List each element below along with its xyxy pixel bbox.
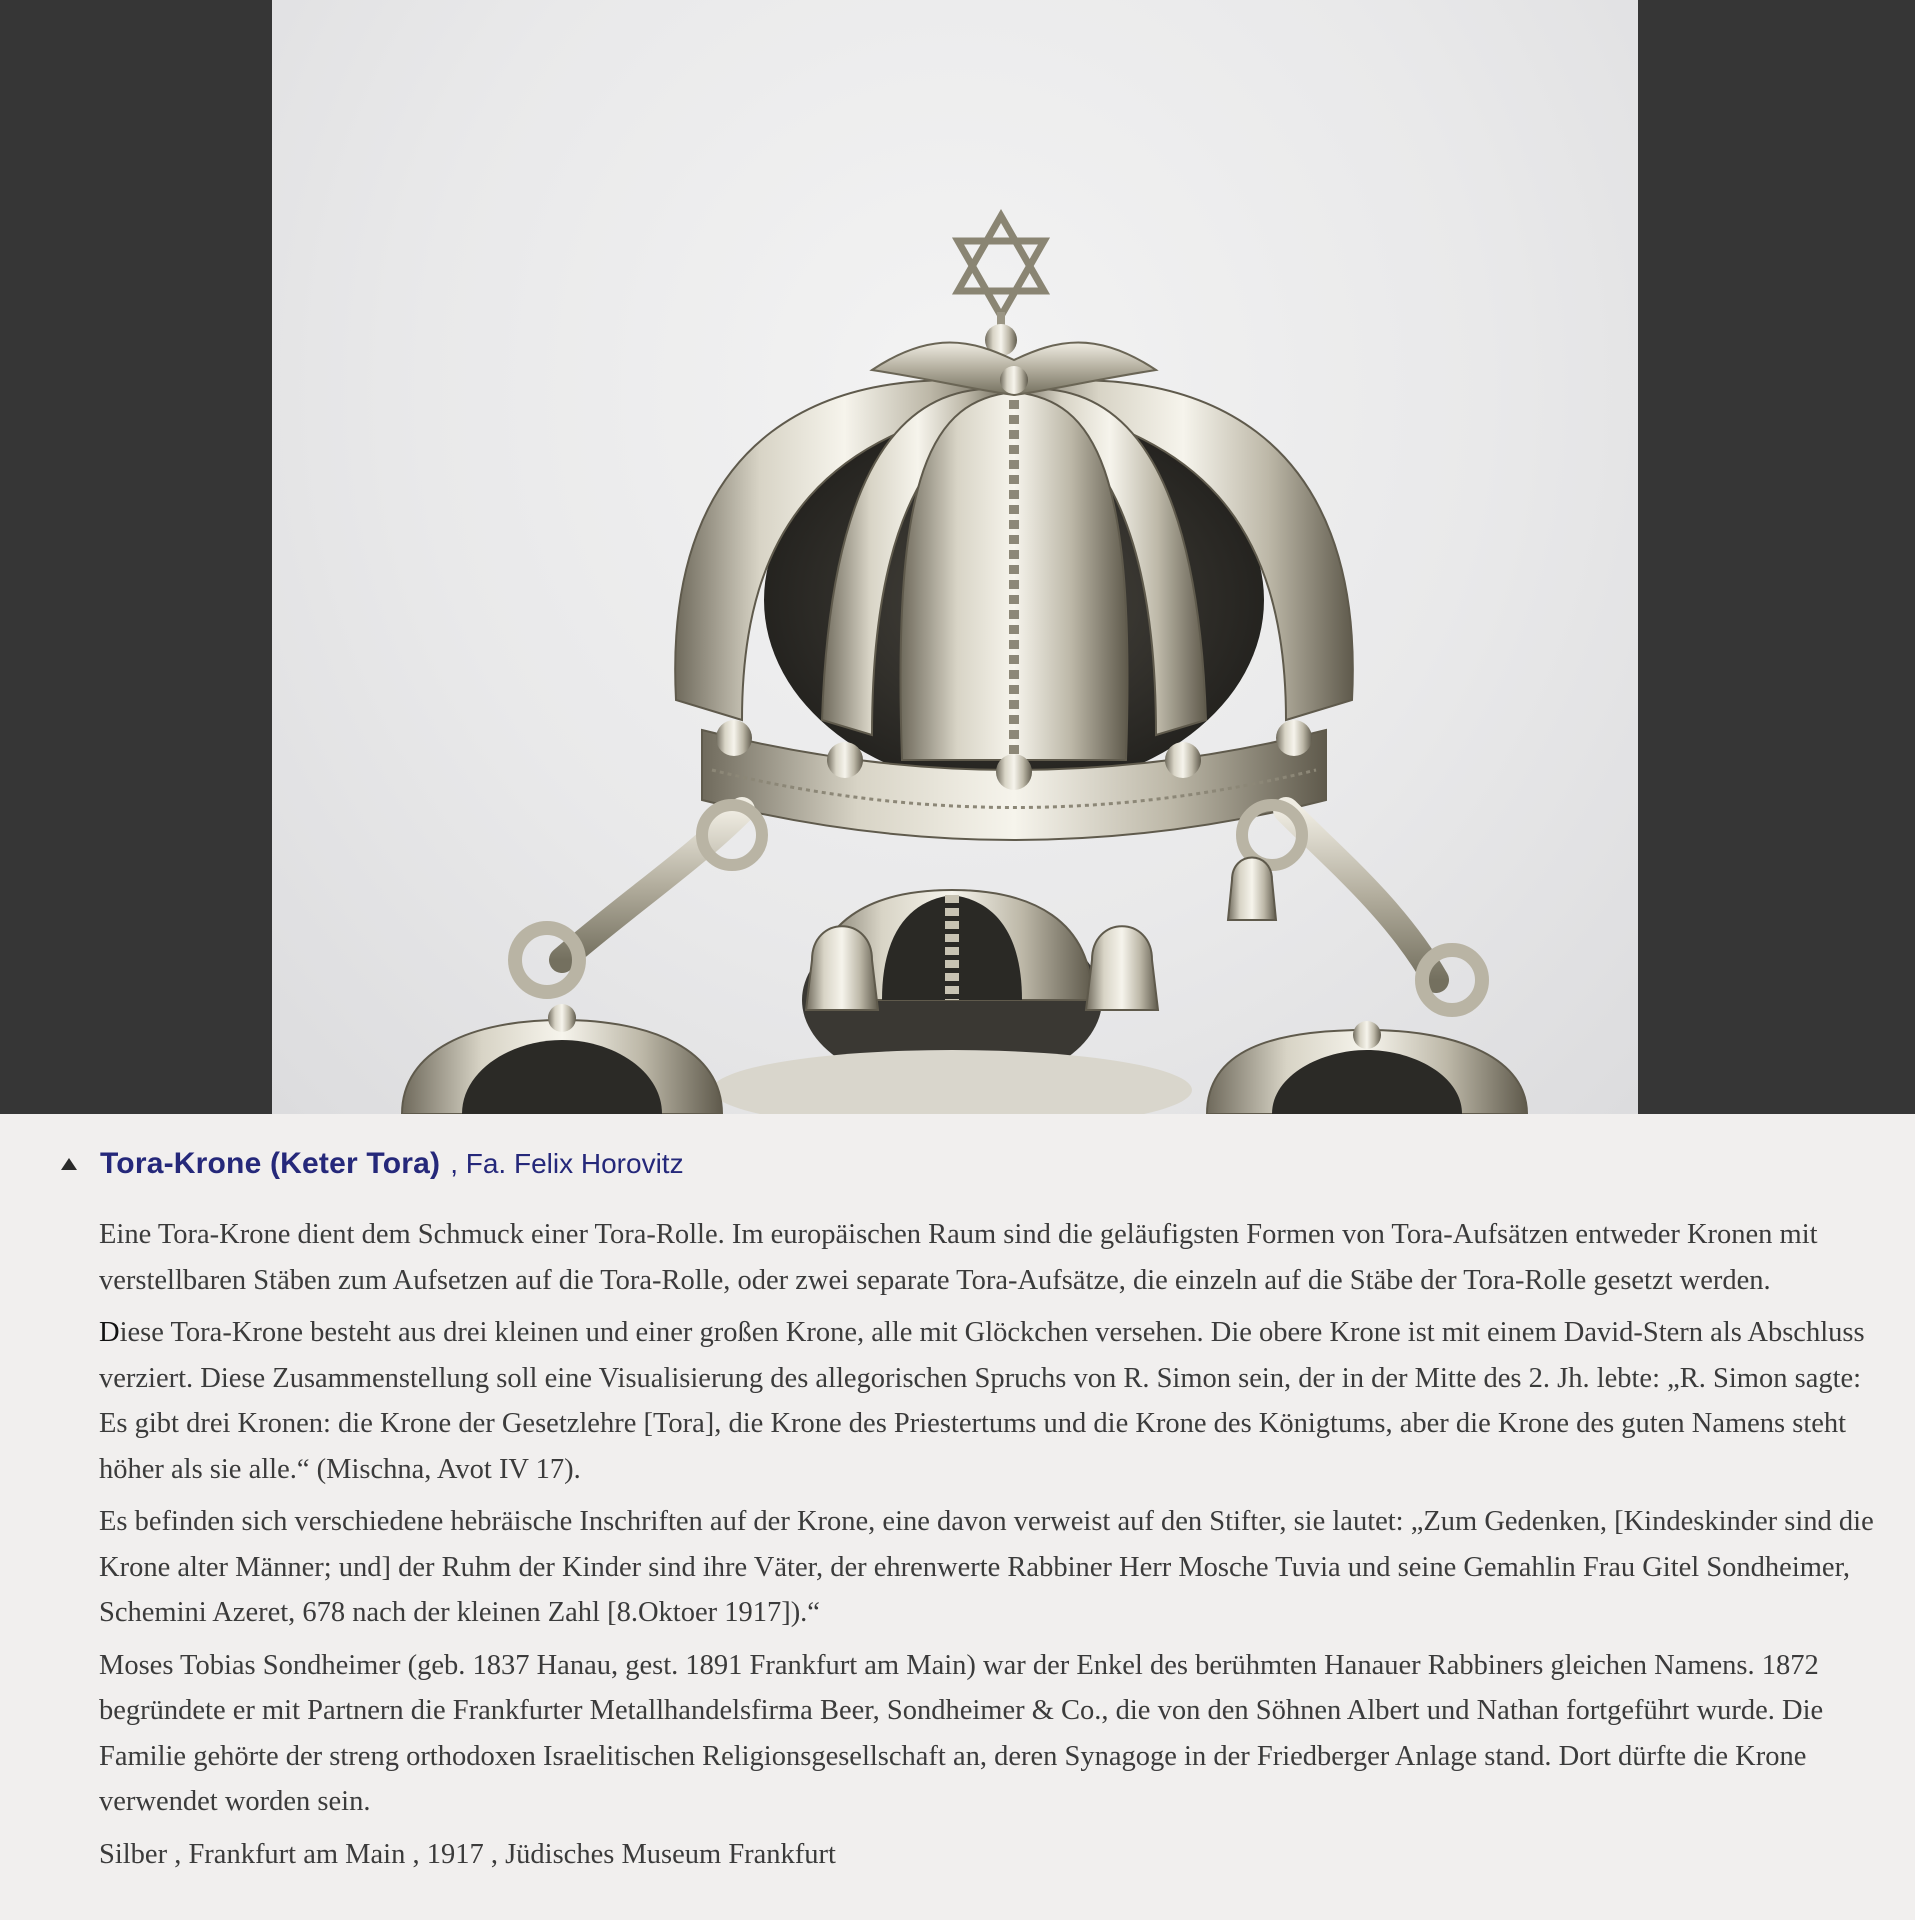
- meta-separator: ,: [483, 1838, 506, 1870]
- meta-museum: Jüdisches Museum Frankfurt: [505, 1838, 836, 1870]
- description-paragraph: [99, 1310, 1879, 1492]
- object-maker[interactable]: , Fa. Felix Horovitz: [450, 1148, 684, 1179]
- drop-initial: D: [99, 1317, 120, 1348]
- paragraph-text: iese Tora-Krone besteht aus drei kleinen und einer großen Krone, alle mit Glöckchen versehen. Die obere Krone ist mit einem David-Stern als Abschluss verziert. Diese Zusammenstellung soll eine Visualisierung des allegorischen Spruchs von R. Simon sein, der in der Mitte des 2. Jh. lebte: „R. Simon sagte: Es gibt drei Kronen: die Krone der Gesetzlehre [Tora], die Krone des Priestertums und die Krone des Königtums, aber die Krone des guten Namens steht höher als sie alle.“ (Mischna, Avot IV 17).: [99, 1317, 1865, 1485]
- description-paragraph: Es befinden sich verschiedene hebräische Inschriften auf der Krone, eine davon verweist auf den Stifter, sie lautet: „Zum Gedenken, [Kindeskinder sind die Krone alter Männer; und] der Ruhm der Kinder sind ihre Väter, der ehrenwerte Rabbiner Herr Mosche Tuvia und seine Gemahlin Frau Gitel Sondheimer, Schemini Azeret, 678 nach der kleinen Zahl [8.Oktoer 1917]).“: [99, 1506, 1874, 1628]
- object-photo[interactable]: [272, 0, 1638, 1114]
- object-meta-line: [99, 1832, 1879, 1878]
- caption-header: [58, 1138, 684, 1190]
- description-paragraph: Eine Tora-Krone dient dem Schmuck einer Tora-Rolle. Im europäischen Raum sind die geläufigsten Formen von Tora-Aufsätzen entweder Kronen mit verstellbaren Stäben zum Aufsetzen auf die Tora-Rolle, oder zwei separate Tora-Aufsätze, die einzeln auf die Stäbe der Tora-Rolle gesetzt werden.: [99, 1219, 1818, 1296]
- meta-material: Silber: [99, 1838, 168, 1870]
- description-paragraph: Moses Tobias Sondheimer (geb. 1837 Hanau, gest. 1891 Frankfurt am Main) war der Enkel des berühmten Hanauer Rabbiners gleichen Namens. 1872 begründete er mit Partnern die Frankfurter Metallhandelsfirma Beer, Sondheimer & Co., die von den Söhnen Albert und Nathan fortgeführt wurde. Die Familie gehörte der streng orthodoxen Israelitischen Religionsgesellschaft an, deren Synagoge in der Friedberger Anlage stand. Dort dürfte die Krone verwendet worden sein.: [99, 1649, 1824, 1817]
- meta-separator: ,: [167, 1838, 189, 1870]
- meta-separator: ,: [405, 1838, 427, 1870]
- crown-photo: [272, 0, 1638, 1114]
- meta-year: 1917: [426, 1838, 484, 1870]
- triangle-up-icon: [61, 1158, 77, 1170]
- meta-place: Frankfurt am Main: [188, 1838, 406, 1870]
- object-caption: [0, 1114, 1915, 1920]
- object-description: [99, 1212, 1879, 1884]
- collapse-toggle-button[interactable]: [58, 1153, 80, 1175]
- object-title[interactable]: Tora-Krone (Keter Tora): [100, 1147, 441, 1180]
- star-of-david-icon: [958, 216, 1044, 316]
